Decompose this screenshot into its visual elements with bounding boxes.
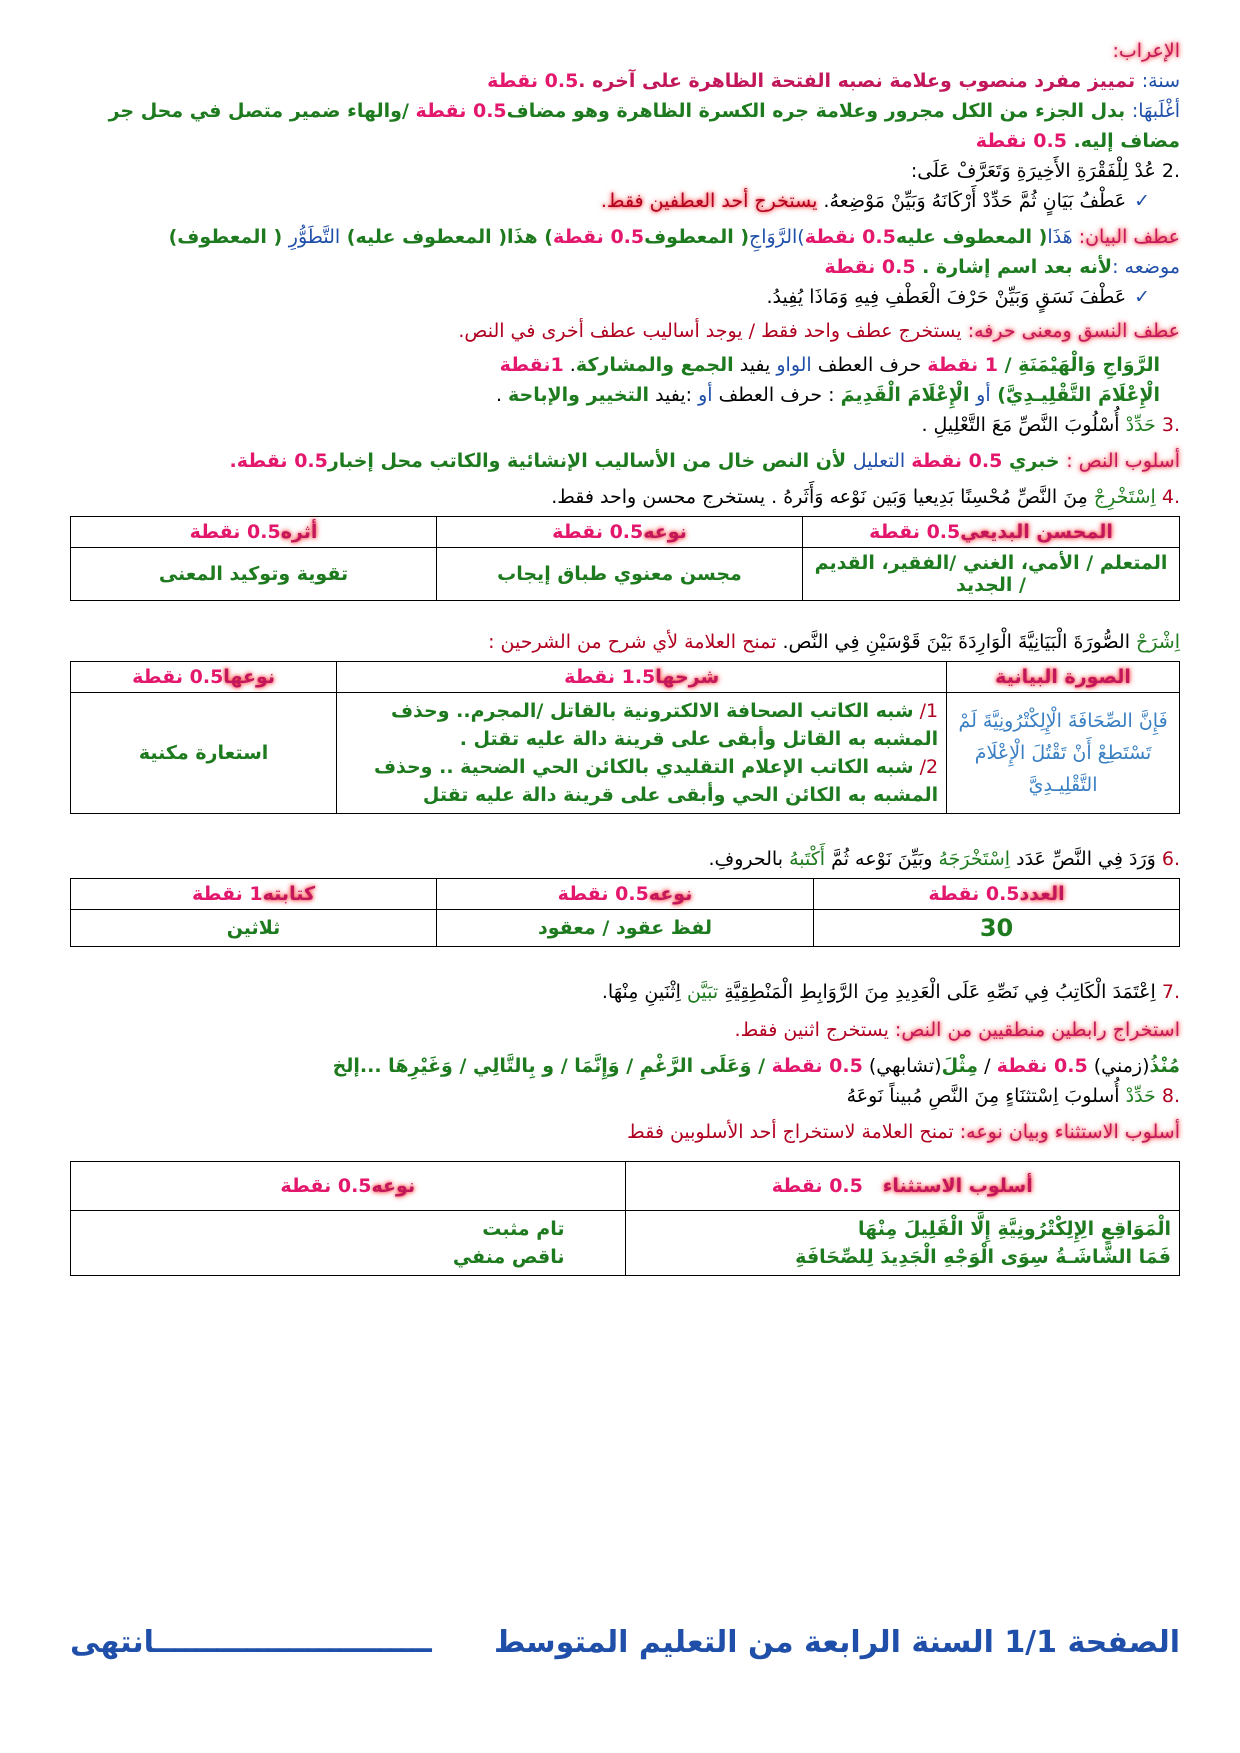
- nasaq-line-1: [70, 350, 1180, 380]
- bayan-label: عطف البيان:: [1078, 226, 1180, 248]
- q6-cell-2: لفظ عقود / معقود: [436, 910, 813, 947]
- q4-num: .4: [1155, 486, 1180, 508]
- q6-th-3-pts: 1 نقطة: [191, 883, 263, 905]
- q7-pts: 0.5 نقطة: [996, 1055, 1088, 1077]
- q5-line: [70, 627, 1180, 657]
- q5-note: تمنح العلامة لأي شرح من الشرحين :: [488, 631, 777, 653]
- q8-style-1: الْمَوَاقِعِ الِإِلِكْتْرُونِيَّةِ إِلَّا الْقَلِيلَ مِنْهَا: [858, 1218, 1171, 1240]
- check-icon: ✓: [1134, 190, 1150, 212]
- q5-th-3-pts: 0.5 نقطة: [132, 666, 224, 688]
- bayan-f: ( المعطوف عليه): [340, 226, 507, 248]
- footer-end: ـــــــــــــــــــــــــــانتهى: [70, 1625, 432, 1660]
- q7-a: مُنْذُ: [1149, 1055, 1180, 1077]
- q2-text: .2 عُدْ لِلْفَقْرَةِ الأَخِيرَةِ وَتَعَرَّفْ عَلَى:: [910, 160, 1180, 182]
- bayan-e: ) هذَا: [507, 226, 553, 248]
- q5-th-2-label: شرحها: [655, 666, 720, 688]
- nasaq-heading: [70, 316, 1180, 346]
- irab-text-2a: بدل الجزء من الكل مجرور وعلامة جره الكسرة الظاهرة وهو مضاف: [506, 100, 1132, 122]
- q5-type: استعارة مكنية: [71, 693, 337, 814]
- q6-th-3-label: كتابته: [262, 883, 316, 905]
- style-pts2: 0.5 نقطة.: [229, 450, 328, 472]
- q5-table: [70, 661, 1180, 814]
- q6-text-b: وبَيِّنَ نَوْعه ثُمَّ: [825, 848, 939, 870]
- q6-table: [70, 878, 1180, 947]
- style-c: لأن النص خال من الأساليب الإنشائية والكاتب محل إخبار: [327, 450, 853, 472]
- q8-style-2: فَمَا الشَّاشَـةُ سِوَى الْوَجْهِ الْجَدِيدَ لِلصِّحَافَةِ: [795, 1246, 1171, 1268]
- check-icon: ✓: [1134, 286, 1150, 308]
- q6-th-2: [436, 879, 813, 910]
- irab-points-2a: 0.5 نقطة: [415, 100, 507, 122]
- q5-verb: اِشْرَحْ: [1136, 631, 1180, 653]
- position-label: موضعه :: [1112, 256, 1180, 278]
- irab-text-1: تمييز مفرد منصوب وعلامة نصبه الفتحة الظاهرة على آخره .: [578, 70, 1142, 92]
- q7-text-b: اِثْنَينِ مِنْهَا.: [601, 981, 687, 1003]
- n2-a: الْإِعْلَامَ التَّقْلِيـدِيَّ): [990, 384, 1160, 406]
- q4-cell-1: المتعلم / الأمي، الغني /الفقير، القديم / الجديد: [802, 548, 1179, 601]
- q2-bullet-note: يستخرج أحد العطفين فقط.: [600, 190, 818, 212]
- q8-note: تمنح العلامة لاستخراج أحد الأسلوبين فقط: [627, 1121, 960, 1143]
- irab-points-1: 0.5 نقطة: [487, 70, 579, 92]
- q8-th-2: [71, 1162, 626, 1211]
- q4-th-3: [71, 517, 437, 548]
- q7-line: [70, 977, 1180, 1007]
- q6-th-2-pts: 0.5 نقطة: [557, 883, 649, 905]
- q8-th-1: [625, 1162, 1180, 1211]
- q3-text: أُسْلُوبَ النَّصِّ مَعَ التَّعْلِيلِ .: [921, 414, 1126, 436]
- q7-text-a: اِعْتَمَدَ الْكَاتِبُ فِي نَصِّهِ عَلَى الْعَدِيدِ مِنَ الرَّوَابِطِ الْمَنْطِقِيَّةِ: [718, 981, 1156, 1003]
- bayan-b-pts: 0.5 نقطة: [804, 226, 896, 248]
- q2-answer: [70, 222, 1180, 252]
- q6-verb-1: اِسْتَخْرَجَهُ: [938, 848, 1011, 870]
- q8-num: .8: [1155, 1085, 1180, 1107]
- q6-num: .6: [1155, 848, 1180, 870]
- exp2-text: شبه الكاتب الإعلام التقليدي بالكائن الحي الضحية .. وحذف المشبه به الكائن الحي وأبقى على قرينة دالة عليه تقتل: [373, 756, 939, 806]
- bayan-b: ( المعطوف عليه: [895, 226, 1048, 248]
- q5-th-3: [71, 662, 337, 693]
- irab-word-1: سنة:: [1141, 70, 1180, 92]
- nasaq-line-2: [70, 380, 1180, 410]
- q5-th-2: [337, 662, 947, 693]
- style-label: أسلوب النص :: [1066, 450, 1180, 472]
- q4-th-1-label: المحسن البديعي: [960, 521, 1113, 543]
- exp2-num: 2/: [913, 756, 939, 778]
- q8-th-1-label: أسلوب الاستثناء: [882, 1175, 1033, 1197]
- n2-c: الْإِعْلَامَ الْقَدِيمَ: [840, 384, 977, 406]
- q8-verb: حَدِّدْ: [1125, 1085, 1156, 1107]
- q8-th-1-pts: 0.5 نقطة: [771, 1175, 863, 1197]
- q4-th-3-pts: 0.5 نقطة: [189, 521, 281, 543]
- q6-th-2-label: نوعه: [648, 883, 693, 905]
- exp1-text: شبه الكاتب الصحافة الالكترونية بالقاتل /المجرم.. وحذف المشبه به القاتل وأبقى على قرينة دالة عليه تقتل .: [390, 700, 939, 750]
- content: [70, 36, 1180, 1276]
- position-text: لأنه بعد اسم إشارة .: [915, 256, 1113, 278]
- q3-answer: [70, 446, 1180, 476]
- q2-bullet-2: [70, 282, 1180, 312]
- q5-explanation: [337, 693, 947, 814]
- q7-answer: [70, 1051, 1180, 1081]
- n2-f: :يفيد: [649, 384, 699, 406]
- bayan-d: ( المعطوف: [644, 226, 750, 248]
- q6-text-a: وَرَدَ فِي النَّصِّ عَدَد: [1010, 848, 1156, 870]
- q5-th-1-label: الصورة البيانية: [995, 666, 1131, 688]
- q7-e: (تشابهي): [862, 1055, 942, 1077]
- q7-c: /: [978, 1055, 997, 1077]
- q7-pts2: 0.5 نقطة: [771, 1055, 863, 1077]
- n2-b: أو: [976, 384, 991, 406]
- bayan-h: ( المعطوف): [168, 226, 289, 248]
- n2-d: : حرف العطف: [712, 384, 841, 406]
- n2-h: .: [495, 384, 509, 406]
- q7-label: استخراج رابطين منطقيين من النص:: [894, 1019, 1180, 1041]
- q6-cell-1: 30: [814, 910, 1180, 947]
- q7-num: .7: [1155, 981, 1180, 1003]
- irab-heading-text: الإعراب:: [1112, 40, 1180, 62]
- q4-cell-3: تقوية وتوكيد المعنى: [71, 548, 437, 601]
- q6-th-1-label: العدد: [1019, 883, 1065, 905]
- q8-label: أسلوب الاستثناء وبيان نوعه:: [959, 1121, 1180, 1143]
- q7-note: يستخرج اثنين فقط.: [734, 1019, 895, 1041]
- q6-cell-3: ثلاثين: [71, 910, 437, 947]
- bayan-d-pts: 0.5 نقطة: [552, 226, 645, 248]
- bayan-a: هَذَا: [1047, 226, 1079, 248]
- n1-b: حرف العطف: [811, 354, 928, 376]
- q8-table: [70, 1161, 1180, 1276]
- n2-e: أو: [698, 384, 713, 406]
- style-pts: 0.5 نقطة: [911, 450, 1003, 472]
- q8-answer-heading: [70, 1117, 1180, 1147]
- nasaq-label: عطف النسق ومعنى حرفه:: [967, 320, 1180, 342]
- n1-d: يفيد: [733, 354, 777, 376]
- bayan-c: )الرَّوَاجِ: [749, 226, 805, 248]
- q2-bullet: [70, 186, 1180, 216]
- position-pts: 0.5 نقطة: [824, 256, 916, 278]
- q2-line: [70, 156, 1180, 186]
- q7-b: (زمني): [1087, 1055, 1150, 1077]
- q3-verb: حَدِّدْ: [1125, 414, 1156, 436]
- nasaq-note: يستخرج عطف واحد فقط / يوجد أساليب عطف أخرى في النص.: [458, 320, 968, 342]
- q4-th-2: [436, 517, 802, 548]
- q5-text: الصُّورَةَ الْبَيَانِيَّةَ الْوَارِدَةَ بَيْنَ قَوْسَيْنِ فِي النَّص.: [776, 631, 1137, 653]
- q7-answer-heading: [70, 1015, 1180, 1045]
- q4-table: [70, 516, 1180, 601]
- irab-word-2: أغْلَبهَا:: [1131, 100, 1180, 122]
- q8-type-2: ناقص منفي: [452, 1246, 565, 1268]
- irab-line-1: [70, 66, 1180, 96]
- n1-e: الجمع والمشاركة: [575, 354, 734, 376]
- q8-type-1: تام مثبت: [482, 1218, 565, 1240]
- q4-verb: اِسْتَخْرِجْ: [1093, 486, 1156, 508]
- q8-types: [71, 1211, 626, 1276]
- bayan-g: التَّطَوُّرِ: [288, 226, 341, 248]
- q8-styles: [625, 1211, 1180, 1276]
- n1-pts2: 1نقطة: [499, 354, 564, 376]
- n1-a: الرَّوَاجِ وَالْهَيْمَنَةِ /: [997, 354, 1160, 376]
- q2-bullet-text: عَطْفُ بَيَانٍ ثُمَّ حَدِّدْ أَرْكَانَهُ وَبَيِّنْ مَوْضِعهُ.: [823, 190, 1127, 212]
- q7-verb: تبَيَّن: [686, 981, 719, 1003]
- q2-position: [70, 252, 1180, 282]
- style-a: خبري: [1002, 450, 1067, 472]
- irab-points-2b: 0.5 نقطة: [975, 130, 1067, 152]
- q6-text-c: بالحروفِ.: [708, 848, 790, 870]
- q2-bullet2-text: عَطْفَ نَسَقٍ وَبَيِّنْ حَرْفَ الْعَطْفِ فِيهِ وَمَاذَا يُفِيدُ.: [766, 286, 1127, 308]
- q5-th-1: [947, 662, 1180, 693]
- n2-g: التخيير والإباحة: [508, 384, 650, 406]
- q4-th-2-pts: 0.5 نقطة: [552, 521, 644, 543]
- q6-verb-2: أَكْتَبهُ: [789, 848, 826, 870]
- irab-text-2b: /والهاء ضمير متصل في محل جر مضاف إليه.: [108, 100, 1180, 152]
- q4-th-2-label: نوعه: [643, 521, 687, 543]
- q6-line: [70, 844, 1180, 874]
- q6-th-1: [814, 879, 1180, 910]
- irab-heading: [70, 36, 1180, 66]
- q8-text: أُسلوبَ اِسْتثنَاءٍ مِنَ النَّصِ مُبيناً نَوعَهُ: [846, 1085, 1126, 1107]
- q4-th-1-pts: 0.5 نقطة: [869, 521, 961, 543]
- page-footer: [70, 1625, 1180, 1660]
- footer-page-info: الصفحة 1/1 السنة الرابعة من التعليم المتوسط: [494, 1625, 1180, 1660]
- q4-th-1: [802, 517, 1179, 548]
- q5-th-2-pts: 1.5 نقطة: [564, 666, 656, 688]
- n1-c: الواو: [776, 354, 812, 376]
- q4-line: [70, 482, 1180, 512]
- q5-image: فَإِنَّ الصِّحَافَةَ الْإِلِكْتْرُونِيَّةَ لَمْ تَسْتَطِعْ أَنْ تَقْتُلَ الْإِعْلَامَ التَّقْلِيـدِيَّ: [947, 693, 1180, 814]
- q3-line: [70, 410, 1180, 440]
- n1-pts: 1 نقطة: [927, 354, 998, 376]
- q8-th-2-label: نوعه: [371, 1175, 416, 1197]
- q4-text: مِنَ النَّصِّ مُحْسِنًا بَدِيعيا وَبَين نَوْعه وَأَثَرهُ . يستخرج محسن واحد فقط.: [551, 486, 1094, 508]
- q4-th-3-label: أثره: [280, 521, 318, 543]
- q7-d: مِثْلَ: [941, 1055, 979, 1077]
- q6-th-3: [71, 879, 437, 910]
- irab-line-2: [70, 96, 1180, 156]
- exp1-num: 1/: [913, 700, 939, 722]
- q3-num: .3: [1155, 414, 1180, 436]
- q5-th-3-label: نوعها: [223, 666, 275, 688]
- q8-line: [70, 1081, 1180, 1111]
- q6-th-1-pts: 0.5 نقطة: [928, 883, 1020, 905]
- style-b: التعليل: [852, 450, 912, 472]
- q4-cell-2: مجسن معنوي طباق إيجاب: [436, 548, 802, 601]
- q8-th-2-pts: 0.5 نقطة: [280, 1175, 372, 1197]
- q7-f: / وَعَلَى الرَّغْمِ / وَإِنَّمَا / و بِالتَّالِي / وَغَيْرِهَا ...إلخ: [332, 1055, 772, 1077]
- n1-f: .: [563, 354, 576, 376]
